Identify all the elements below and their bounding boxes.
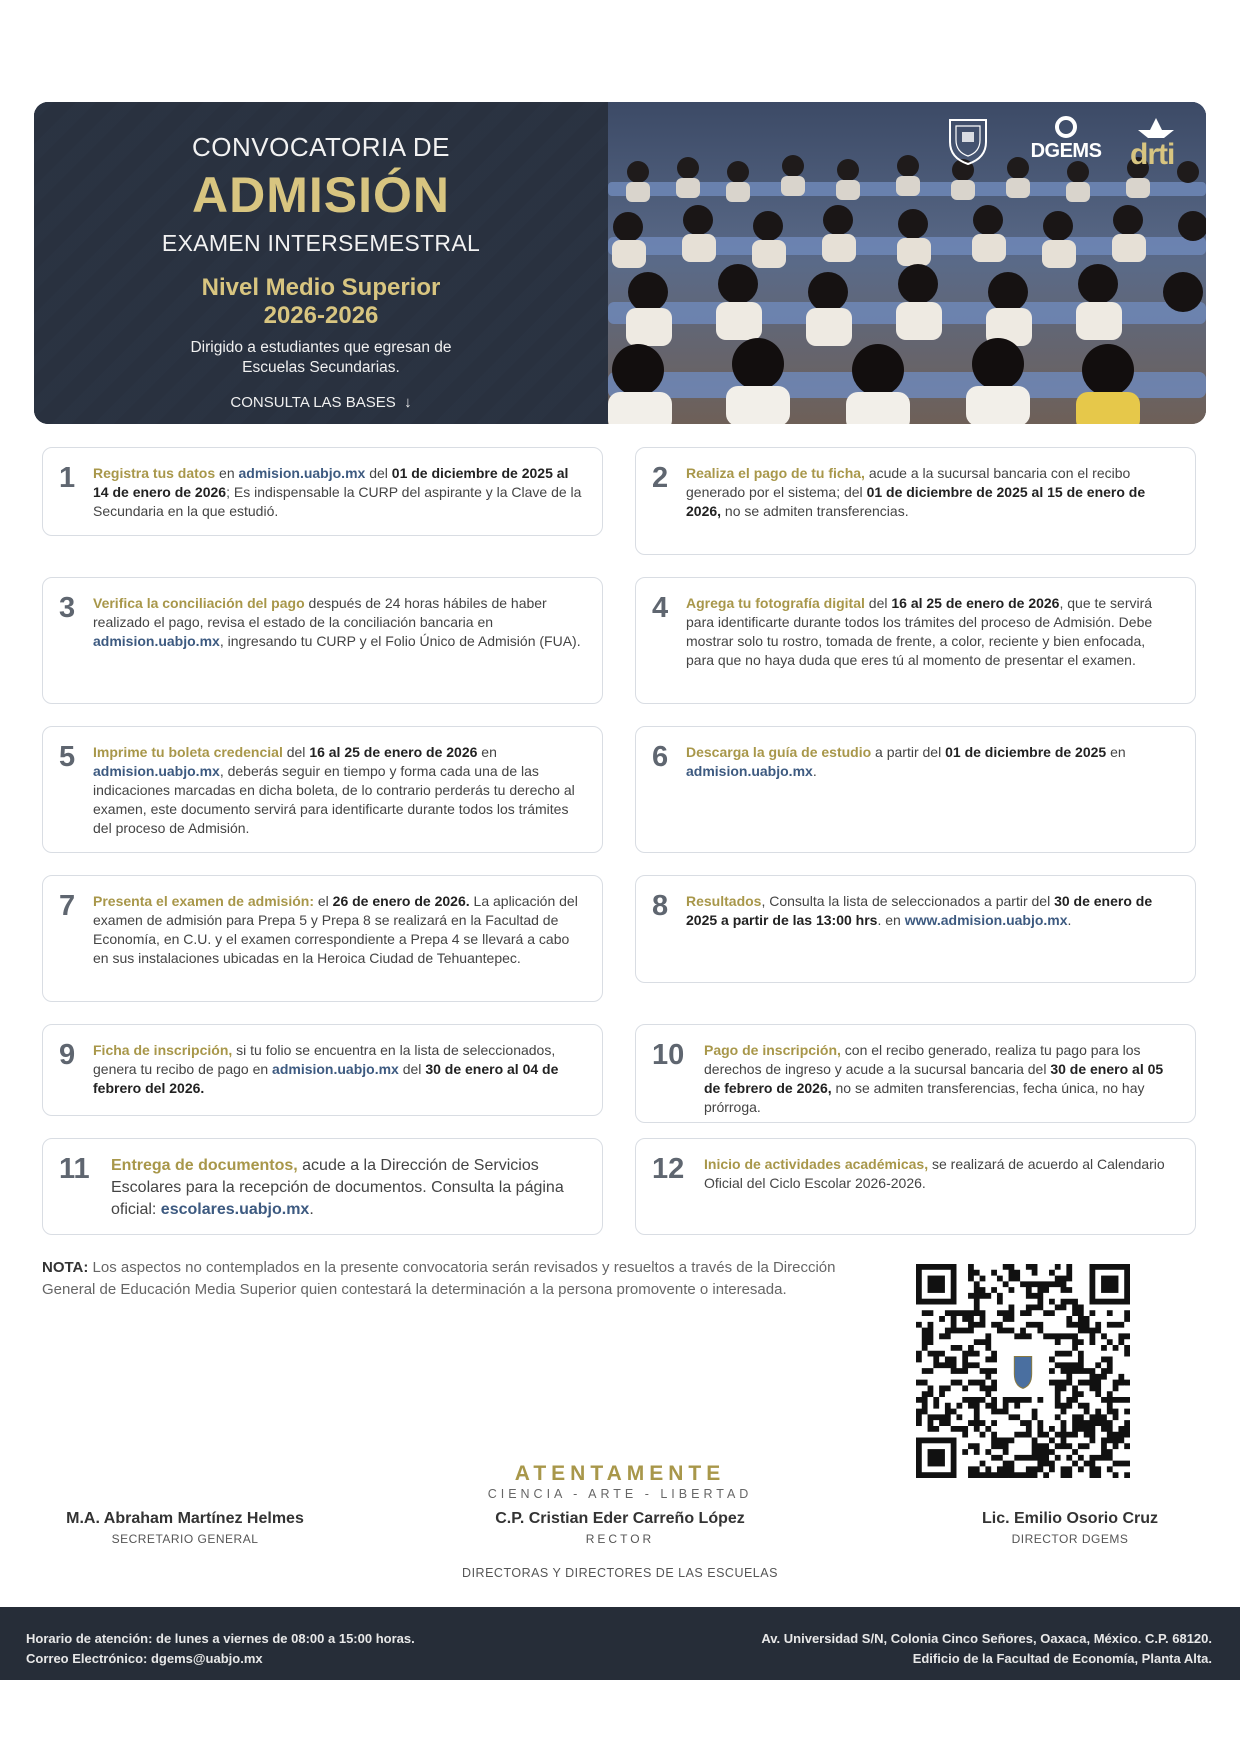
drti-logo-text: drti — [1130, 138, 1175, 171]
university-shield-logo — [946, 114, 990, 166]
link-admision[interactable]: admision.uabjo.mx — [238, 465, 366, 481]
step-card-7 — [42, 875, 603, 1002]
date-range: 30 de enero al 04 de febrero del 2026. — [93, 1061, 559, 1096]
step-card-11 — [42, 1138, 603, 1235]
step-title: Verifica la conciliación del pago — [93, 595, 305, 611]
date-range: 16 al 25 de enero de 2026 — [891, 595, 1060, 611]
step-title: Ficha de inscripción, — [93, 1042, 233, 1058]
hero-nivel: Nivel Medio Superior — [201, 274, 441, 301]
hero-examen: EXAMEN INTERSEMESTRAL — [161, 230, 481, 256]
step-title: Agrega tu fotografía digital — [686, 595, 865, 611]
step-title: Resultados — [686, 893, 762, 909]
step-card-8 — [635, 875, 1196, 983]
nota-paragraph — [42, 1257, 842, 1301]
date-range: 01 de diciembre de 2025 al 14 de enero de 2026 — [93, 465, 569, 500]
step-text: Resultados, Consulta la lista de seleccionados a partir del 30 de enero de 2025 a partir de las 13:00 hrs. en www.admision.uabjo.mx. — [686, 893, 1153, 928]
hero-photo-students — [608, 102, 1206, 424]
nota-label: NOTA: — [42, 1259, 89, 1276]
step-text: Inicio de actividades académicas, se realizará de acuerdo al Calendario Oficial del Ciclo Escolar 2026-2026. — [704, 1156, 1165, 1191]
step-text: Pago de inscripción, con el recibo generado, realiza tu pago para los derechos de ingreso y acude a la sucursal bancaria del 30 de enero al 05 de febrero de 2026, no se admiten transferencias, fecha única, no hay prórroga. — [704, 1042, 1164, 1115]
qr-finder-pattern — [1092, 1267, 1127, 1302]
step-card-4 — [635, 577, 1196, 704]
date-range: 26 de enero de 2026. — [332, 893, 470, 909]
signature-name: C.P. Cristian Eder Carreño López — [495, 1510, 745, 1527]
step-number: 5 — [59, 741, 76, 773]
step-number: 4 — [652, 592, 669, 624]
step-number: 2 — [652, 462, 669, 494]
footer-horario: Horario de atención: de lunes a viernes de 08:00 a 15:00 horas. — [26, 1631, 415, 1646]
atentamente-heading: ATENTAMENTE — [514, 1462, 726, 1485]
step-title: Imprime tu boleta credencial — [93, 744, 283, 760]
footer-direccion: Av. Universidad S/N, Colonia Cinco Señores, Oaxaca, México. C.P. 68120. — [761, 1631, 1212, 1646]
dgems-logo — [1026, 116, 1106, 174]
link-www-admision[interactable]: www.admision.uabjo.mx — [904, 912, 1068, 928]
step-text: Descarga la guía de estudio a partir del 01 de diciembre de 2025 en admision.uabjo.mx. — [686, 744, 1126, 779]
link-admision[interactable]: admision.uabjo.mx — [93, 633, 220, 649]
step-text: Agrega tu fotografía digital del 16 al 25 de enero de 2026, que te servirá para identificarte durante todos los trámites del proceso de Admisión. Debe mostrar solo tu rostro, tomada de frente, a color, reciente y bien enfocada, para que no haya duda que eres tú al momento de presentar el examen. — [686, 595, 1153, 668]
step-card-12 — [635, 1138, 1196, 1235]
step-number: 6 — [652, 741, 669, 773]
step-text: Registra tus datos en admision.uabjo.mx del 01 de diciembre de 2025 al 14 de enero de 2026; Es indispensable la CURP del aspirante y la Clave de la Secundaria en la que estudió. — [93, 465, 582, 519]
qr-finder-pattern — [919, 1267, 954, 1302]
signature-role: RECTOR — [585, 1532, 655, 1546]
step-card-5 — [42, 726, 603, 853]
signature-name: M.A. Abraham Martínez Helmes — [66, 1510, 304, 1527]
signature-role: SECRETARIO GENERAL — [111, 1532, 259, 1546]
drti-logo — [1128, 116, 1188, 174]
arrow-down-icon: ↓ — [399, 394, 412, 411]
footer-correo[interactable]: Correo Electrónico: dgems@uabjo.mx — [26, 1651, 263, 1666]
step-text: Verifica la conciliación del pago después de 24 horas hábiles de haber realizado el pago, revisa el estado de la conciliación bancaria en admision.uabjo.mx, ingresando tu CURP y el Folio Único de Admisión (FUA). — [93, 595, 581, 649]
hero-dirigido-line2: Escuelas Secundarias. — [242, 359, 400, 376]
hero-banner — [34, 102, 1206, 424]
signature-name: Lic. Emilio Osorio Cruz — [981, 1510, 1159, 1527]
step-text: Ficha de inscripción, si tu folio se encuentra en la lista de seleccionados, genera tu recibo de pago en admision.uabjo.mx del 30 de enero al 04 de febrero del 2026. — [93, 1042, 559, 1096]
hero-dirigido — [34, 338, 608, 378]
drti-star-icon — [1136, 116, 1176, 140]
directoras-directores: DIRECTORAS Y DIRECTORES DE LAS ESCUELAS — [462, 1566, 778, 1580]
link-admision[interactable]: admision.uabjo.mx — [272, 1061, 399, 1077]
step-title: Inicio de actividades académicas, — [704, 1156, 929, 1172]
institution-logos — [946, 114, 1206, 174]
signature-rector — [440, 1510, 800, 1546]
qr-center-shield-icon — [1014, 1357, 1031, 1389]
step-card-9 — [42, 1024, 603, 1116]
signature-director — [920, 1510, 1220, 1546]
footer-address — [761, 1629, 1212, 1669]
step-title: Realiza el pago de tu ficha, — [686, 465, 865, 481]
hero-text-panel — [34, 102, 608, 424]
date-range: 01 de diciembre de 2025 — [945, 744, 1107, 760]
link-admision[interactable]: admision.uabjo.mx — [93, 763, 220, 779]
date-range: 16 al 25 de enero de 2026 — [309, 744, 478, 760]
hero-admision-title: ADMISIÓN — [192, 167, 450, 223]
hero-convocatoria: CONVOCATORIA DE — [192, 132, 450, 162]
step-text: Imprime tu boleta credencial del 16 al 25 de enero de 2026 en admision.uabjo.mx, deberás seguir en tiempo y forma cada una de las indicaciones marcadas en dicha boleta, de lo contrario perderás tu derecho al examen, este documento servirá para identificarte durante todos los trámites del proceso de Admisión. — [93, 744, 575, 836]
footer-bar — [0, 1607, 1240, 1680]
step-text: Entrega de documentos, acude a la Dirección de Servicios Escolares para la recepción de documentos. Consulta la página oficial: escolares.uabjo.mx. — [111, 1157, 564, 1218]
step-title: Entrega de documentos, — [111, 1157, 298, 1174]
step-title: Registra tus datos — [93, 465, 216, 481]
link-escolares[interactable]: escolares.uabjo.mx — [160, 1201, 310, 1218]
step-title: Presenta el examen de admisión: — [93, 893, 314, 909]
qr-code[interactable] — [916, 1264, 1130, 1478]
step-number: 1 — [59, 462, 76, 494]
footer-contact — [26, 1629, 415, 1669]
date-range: 30 de enero de 2025 a partir de las 13:00 hrs — [686, 893, 1153, 928]
signature-role: DIRECTOR DGEMS — [1011, 1532, 1129, 1546]
step-text: Realiza el pago de tu ficha, acude a la sucursal bancaria con el recibo generado por el sistema; del 01 de diciembre de 2025 al 15 de enero de 2026, no se admiten transferencias. — [686, 465, 1146, 519]
hero-years: 2026-2026 — [263, 302, 379, 329]
nota-text: Los aspectos no contemplados en la presente convocatoria serán revisados y resueltos a través de la Dirección General de Educación Media Superior quien contestará la determinación a la persona promovente o interesada. — [42, 1259, 836, 1298]
consulta-bases-label: CONSULTA LAS BASES — [230, 394, 396, 411]
step-title: Descarga la guía de estudio — [686, 744, 872, 760]
step-number: 8 — [652, 890, 669, 922]
signature-secretario — [40, 1510, 330, 1546]
lema-text: CIENCIA - ARTE - LIBERTAD — [487, 1487, 753, 1501]
dgems-ring-icon — [1055, 116, 1077, 138]
step-number: 7 — [59, 890, 76, 922]
dgems-logo-text: DGEMS — [1030, 140, 1102, 162]
step-title: Pago de inscripción, — [704, 1042, 841, 1058]
hero-dirigido-line1: Dirigido a estudiantes que egresan de — [190, 339, 452, 356]
qr-finder-pattern — [919, 1440, 954, 1475]
step-card-3 — [42, 577, 603, 704]
step-number: 12 — [652, 1153, 685, 1185]
step-number: 9 — [59, 1039, 76, 1071]
step-card-2 — [635, 447, 1196, 555]
date-range: 01 de diciembre de 2025 al 15 de enero de 2026, — [686, 484, 1146, 519]
step-text: Presenta el examen de admisión: el 26 de enero de 2026. La aplicación del examen de admisión para Prepa 5 y Prepa 8 se realizará en la Facultad de Economía, en C.U. y el examen correspondiente a Prepa 4 se llevará a cabo en sus instalaciones ubicadas en la Heroica Ciudad de Tehuantepec. — [93, 893, 578, 966]
step-card-6 — [635, 726, 1196, 853]
date-range: 30 de enero al 05 de febrero de 2026, — [704, 1061, 1164, 1096]
step-card-10 — [635, 1024, 1196, 1123]
step-number: 3 — [59, 592, 76, 624]
consulta-bases-link[interactable] — [34, 394, 608, 411]
footer-edificio: Edificio de la Facultad de Economía, Planta Alta. — [912, 1651, 1212, 1666]
step-card-1 — [42, 447, 603, 536]
step-number: 11 — [59, 1153, 90, 1185]
link-admision[interactable]: admision.uabjo.mx — [686, 763, 813, 779]
step-number: 10 — [652, 1039, 685, 1071]
